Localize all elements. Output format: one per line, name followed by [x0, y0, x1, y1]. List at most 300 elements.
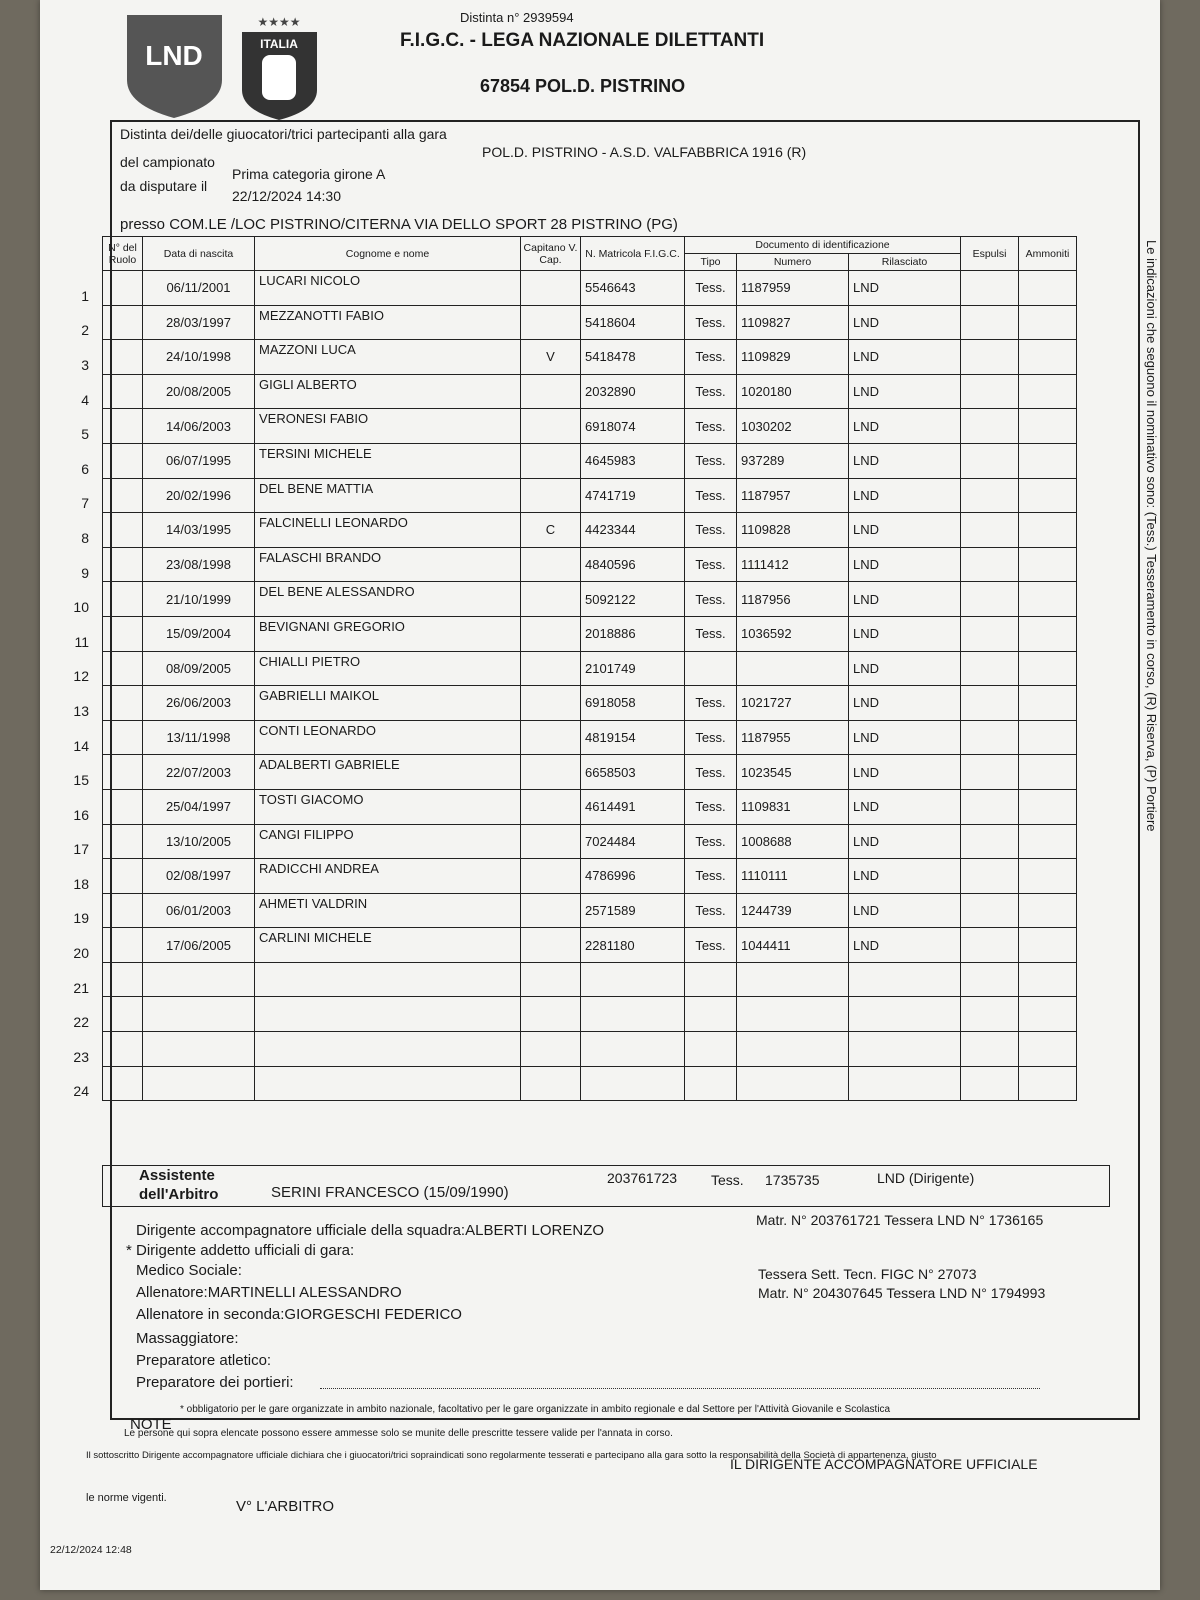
assistente-rilasciato: LND (Dirigente)	[877, 1170, 975, 1186]
ruolo-cell	[81, 340, 143, 375]
rilasciato-cell: LND	[849, 443, 961, 478]
dob-cell: 06/11/2001	[143, 271, 255, 306]
numero-cell: 1187956	[737, 582, 849, 617]
matricola-cell	[581, 997, 685, 1032]
name-cell	[255, 997, 521, 1032]
ruolo-cell	[73, 997, 143, 1032]
rilasciato-cell: LND	[849, 513, 961, 548]
table-row	[103, 651, 1077, 686]
numero-cell: 1109828	[737, 513, 849, 548]
numero-cell: 1030202	[737, 409, 849, 444]
ammoniti-cell	[1019, 409, 1077, 444]
table-row	[103, 755, 1077, 790]
espulsi-cell	[961, 789, 1019, 824]
tipo-cell: Tess.	[685, 409, 737, 444]
row-number: 3	[81, 356, 89, 373]
table-row	[103, 893, 1077, 928]
numero-cell: 1020180	[737, 374, 849, 409]
tipo-cell: Tess.	[685, 478, 737, 513]
col-capitano: Capitano V. Cap.	[521, 237, 581, 271]
captain-cell	[521, 893, 581, 928]
presso: presso COM.LE /LOC PISTRINO/CITERNA VIA DELLO SPORT 28 PISTRINO (PG)	[120, 216, 678, 233]
table-row	[103, 962, 1077, 997]
espulsi-cell	[961, 1066, 1019, 1101]
allenatore: Allenatore:MARTINELLI ALESSANDRO	[136, 1284, 402, 1301]
ammoniti-cell	[1019, 271, 1077, 306]
dob-cell: 23/08/1998	[143, 547, 255, 582]
table-row	[103, 686, 1077, 721]
name-cell: DEL BENE ALESSANDRO	[255, 582, 521, 617]
tipo-cell: Tess.	[685, 305, 737, 340]
espulsi-cell	[961, 478, 1019, 513]
table-row	[103, 409, 1077, 444]
dob-cell: 21/10/1999	[143, 582, 255, 617]
numero-cell	[737, 1032, 849, 1067]
name-cell: GIGLI ALBERTO	[255, 374, 521, 409]
ruolo-cell	[81, 478, 143, 513]
espulsi-cell	[961, 374, 1019, 409]
row-number: 22	[73, 1014, 89, 1031]
row-number: 6	[81, 460, 89, 477]
name-cell	[255, 962, 521, 997]
ammoniti-cell	[1019, 686, 1077, 721]
col-documento: Documento di identificazione	[685, 237, 961, 254]
dob-cell: 15/09/2004	[143, 616, 255, 651]
espulsi-cell	[961, 271, 1019, 306]
row-number: 21	[73, 979, 89, 996]
rilasciato-cell	[849, 997, 961, 1032]
captain-cell	[521, 1066, 581, 1101]
row-number: 20	[73, 945, 89, 962]
row-number: 15	[73, 772, 89, 789]
gara-label: Distinta dei/delle giuocatori/trici partecipanti alla gara	[120, 126, 447, 142]
row-number: 18	[73, 875, 89, 892]
data-label: da disputare il	[120, 178, 208, 194]
logos	[122, 10, 332, 120]
matricola-cell: 2281180	[581, 928, 685, 963]
assistente-row	[102, 1165, 1110, 1207]
rilasciato-cell: LND	[849, 686, 961, 721]
matricola-cell: 2571589	[581, 893, 685, 928]
name-cell	[255, 1032, 521, 1067]
tipo-cell: Tess.	[685, 616, 737, 651]
matricola-cell: 5546643	[581, 271, 685, 306]
players-table	[73, 236, 1077, 1101]
espulsi-cell	[961, 547, 1019, 582]
espulsi-cell	[961, 513, 1019, 548]
dob-cell: 17/06/2005	[143, 928, 255, 963]
tipo-cell	[685, 962, 737, 997]
col-nome: Cognome e nome	[255, 237, 521, 271]
table-row	[103, 928, 1077, 963]
numero-cell: 1187955	[737, 720, 849, 755]
name-cell: TOSTI GIACOMO	[255, 789, 521, 824]
numero-cell: 1023545	[737, 755, 849, 790]
captain-cell	[521, 651, 581, 686]
row-number: 4	[81, 391, 89, 408]
captain-cell	[521, 686, 581, 721]
name-cell: BEVIGNANI GREGORIO	[255, 616, 521, 651]
espulsi-cell	[961, 824, 1019, 859]
dob-cell: 20/08/2005	[143, 374, 255, 409]
ruolo-cell	[73, 1066, 143, 1101]
numero-cell: 1110111	[737, 859, 849, 894]
table-row	[103, 616, 1077, 651]
ruolo-cell	[81, 271, 143, 306]
dob-cell	[143, 997, 255, 1032]
tipo-cell: Tess.	[685, 271, 737, 306]
espulsi-cell	[961, 616, 1019, 651]
rilasciato-cell: LND	[849, 582, 961, 617]
tipo-cell: Tess.	[685, 443, 737, 478]
campionato-label: del campionato	[120, 154, 215, 170]
espulsi-cell	[961, 928, 1019, 963]
dob-cell: 13/11/1998	[143, 720, 255, 755]
row-number: 2	[81, 322, 89, 339]
dob-cell	[143, 1032, 255, 1067]
numero-cell: 1109829	[737, 340, 849, 375]
matricola-cell	[581, 962, 685, 997]
dirigente-signature-label: IL DIRIGENTE ACCOMPAGNATORE UFFICIALE	[730, 1456, 1038, 1472]
assistente-label-1: Assistente	[139, 1167, 215, 1184]
ammoniti-cell	[1019, 928, 1077, 963]
tipo-cell	[685, 651, 737, 686]
ammoniti-cell	[1019, 1066, 1077, 1101]
row-number: 5	[81, 426, 89, 443]
tipo-cell: Tess.	[685, 824, 737, 859]
numero-cell: 1187959	[737, 271, 849, 306]
ruolo-cell	[81, 374, 143, 409]
name-cell: CANGI FILIPPO	[255, 824, 521, 859]
numero-cell: 937289	[737, 443, 849, 478]
ruolo-cell	[73, 859, 143, 894]
name-cell: ADALBERTI GABRIELE	[255, 755, 521, 790]
side-note	[1143, 240, 1163, 900]
tipo-cell: Tess.	[685, 928, 737, 963]
ruolo-cell	[73, 582, 143, 617]
rilasciato-cell	[849, 962, 961, 997]
ruolo-cell	[81, 443, 143, 478]
tipo-cell: Tess.	[685, 513, 737, 548]
ammoniti-cell	[1019, 582, 1077, 617]
numero-cell	[737, 1066, 849, 1101]
ammoniti-cell	[1019, 1032, 1077, 1067]
campionato-value: Prima categoria girone A	[232, 166, 386, 182]
ammoniti-cell	[1019, 478, 1077, 513]
matricola-cell	[581, 1032, 685, 1067]
table-row	[103, 305, 1077, 340]
dirigente-accompagnatore: Dirigente accompagnatore ufficiale della squadra:ALBERTI LORENZO	[136, 1222, 605, 1239]
dirigente-addetto: * Dirigente addetto ufficiali di gara:	[126, 1242, 355, 1259]
name-cell: MEZZANOTTI FABIO	[255, 305, 521, 340]
rilasciato-cell	[849, 1032, 961, 1067]
col-ruolo: N° del Ruolo	[103, 237, 143, 271]
col-tipo: Tipo	[685, 254, 737, 271]
espulsi-cell	[961, 720, 1019, 755]
dob-cell: 28/03/1997	[143, 305, 255, 340]
rilasciato-cell: LND	[849, 651, 961, 686]
dob-cell	[143, 962, 255, 997]
ruolo-cell	[81, 513, 143, 548]
col-matricola: N. Matricola F.I.G.C.	[581, 237, 685, 271]
dob-cell: 13/10/2005	[143, 824, 255, 859]
ruolo-cell	[81, 547, 143, 582]
table-row	[103, 997, 1077, 1032]
name-cell: MAZZONI LUCA	[255, 340, 521, 375]
row-number: 11	[74, 633, 89, 650]
captain-cell	[521, 271, 581, 306]
espulsi-cell	[961, 859, 1019, 894]
table-row	[103, 443, 1077, 478]
espulsi-cell	[961, 686, 1019, 721]
svg-text:★★★★: ★★★★	[257, 15, 301, 29]
table-row	[103, 513, 1077, 548]
rilasciato-cell: LND	[849, 409, 961, 444]
ammoniti-cell	[1019, 789, 1077, 824]
matricola-cell: 4741719	[581, 478, 685, 513]
table-row	[103, 1066, 1077, 1101]
rilasciato-cell: LND	[849, 374, 961, 409]
ammoniti-cell	[1019, 547, 1077, 582]
name-cell: CARLINI MICHELE	[255, 928, 521, 963]
ruolo-cell	[73, 824, 143, 859]
rilasciato-cell: LND	[849, 271, 961, 306]
gara-value: POL.D. PISTRINO - A.S.D. VALFABBRICA 1916 (R)	[482, 144, 807, 160]
matricola-cell: 4423344	[581, 513, 685, 548]
captain-cell	[521, 789, 581, 824]
matricola-cell: 2018886	[581, 616, 685, 651]
row-number: 12	[73, 668, 89, 685]
captain-cell	[521, 755, 581, 790]
assistente-matricola: 203761723	[607, 1170, 678, 1186]
rilasciato-cell: LND	[849, 478, 961, 513]
name-cell: LUCARI NICOLO	[255, 271, 521, 306]
dob-cell: 06/01/2003	[143, 893, 255, 928]
dob-cell: 22/07/2003	[143, 755, 255, 790]
name-cell: FALASCHI BRANDO	[255, 547, 521, 582]
numero-cell: 1109827	[737, 305, 849, 340]
espulsi-cell	[961, 443, 1019, 478]
table-row	[103, 859, 1077, 894]
name-cell: FALCINELLI LEONARDO	[255, 513, 521, 548]
document-sheet	[40, 0, 1160, 1590]
footer-norme: le norme vigenti.	[86, 1492, 167, 1504]
dob-cell	[143, 1066, 255, 1101]
matricola-cell: 7024484	[581, 824, 685, 859]
table-row	[103, 789, 1077, 824]
matricola-cell: 5092122	[581, 582, 685, 617]
matricola-cell: 4614491	[581, 789, 685, 824]
row-number: 14	[73, 737, 89, 754]
numero-cell	[737, 962, 849, 997]
arbitro-signature-label: V° L'ARBITRO	[236, 1498, 335, 1515]
matricola-cell	[581, 1066, 685, 1101]
matricola-cell: 4819154	[581, 720, 685, 755]
ammoniti-cell	[1019, 824, 1077, 859]
print-timestamp: 22/12/2024 12:48	[50, 1544, 132, 1556]
dob-cell: 14/06/2003	[143, 409, 255, 444]
captain-cell	[521, 305, 581, 340]
note-line-1: * obbligatorio per le gare organizzate in ambito nazionale, facoltativo per le gare organizzate in ambito regionale e dal Settore per l'Attività Giovanile e Scolastica	[180, 1404, 891, 1415]
row-number: 10	[73, 599, 89, 616]
captain-cell	[521, 478, 581, 513]
table-row	[103, 720, 1077, 755]
dob-cell: 02/08/1997	[143, 859, 255, 894]
tipo-cell: Tess.	[685, 547, 737, 582]
ammoniti-cell	[1019, 374, 1077, 409]
matricola-cell: 5418604	[581, 305, 685, 340]
row-number: 13	[73, 702, 89, 719]
numero-cell: 1111412	[737, 547, 849, 582]
massaggiatore: Massaggiatore:	[136, 1330, 239, 1347]
ammoniti-cell	[1019, 720, 1077, 755]
numero-cell: 1021727	[737, 686, 849, 721]
numero-cell: 1008688	[737, 824, 849, 859]
espulsi-cell	[961, 962, 1019, 997]
tipo-cell: Tess.	[685, 582, 737, 617]
ammoniti-cell	[1019, 513, 1077, 548]
captain-cell	[521, 962, 581, 997]
assistente-label-2: dell'Arbitro	[139, 1186, 219, 1203]
tipo-cell	[685, 1032, 737, 1067]
ammoniti-cell	[1019, 305, 1077, 340]
captain-cell	[521, 859, 581, 894]
ammoniti-cell	[1019, 893, 1077, 928]
tipo-cell	[685, 1066, 737, 1101]
dob-cell: 08/09/2005	[143, 651, 255, 686]
medico-sociale: Medico Sociale:	[136, 1262, 242, 1279]
col-espulsi: Espulsi	[961, 237, 1019, 271]
tipo-cell: Tess.	[685, 859, 737, 894]
numero-cell: 1036592	[737, 616, 849, 651]
tipo-cell: Tess.	[685, 686, 737, 721]
preparatore-atletico: Preparatore atletico:	[136, 1352, 272, 1369]
rilasciato-cell: LND	[849, 616, 961, 651]
numero-cell: 1044411	[737, 928, 849, 963]
dob-cell: 24/10/1998	[143, 340, 255, 375]
ruolo-cell	[73, 755, 143, 790]
ruolo-cell	[73, 686, 143, 721]
row-number: 24	[73, 1083, 89, 1100]
allenatore-seconda: Allenatore in seconda:GIORGESCHI FEDERICO	[136, 1306, 462, 1323]
captain-cell	[521, 824, 581, 859]
col-ammoniti: Ammoniti	[1019, 237, 1077, 271]
matricola-cell: 6918058	[581, 686, 685, 721]
dob-cell: 14/03/1995	[143, 513, 255, 548]
matricola-cell: 4840596	[581, 547, 685, 582]
lnd-logo-text: LND	[145, 40, 203, 71]
row-number: 7	[81, 495, 89, 512]
espulsi-cell	[961, 997, 1019, 1032]
dob-cell: 26/06/2003	[143, 686, 255, 721]
tipo-cell: Tess.	[685, 340, 737, 375]
tipo-cell: Tess.	[685, 893, 737, 928]
tipo-cell: Tess.	[685, 755, 737, 790]
assistente-name: SERINI FRANCESCO (15/09/1990)	[271, 1184, 509, 1201]
preparatore-portieri: Preparatore dei portieri:	[136, 1374, 294, 1391]
ruolo-cell	[74, 616, 143, 651]
captain-cell	[521, 374, 581, 409]
ammoniti-cell	[1019, 616, 1077, 651]
rilasciato-cell: LND	[849, 340, 961, 375]
table-row	[103, 547, 1077, 582]
ammoniti-cell	[1019, 997, 1077, 1032]
ruolo-cell	[73, 720, 143, 755]
captain-cell	[521, 582, 581, 617]
numero-cell	[737, 651, 849, 686]
row-number: 16	[73, 806, 89, 823]
espulsi-cell	[961, 340, 1019, 375]
espulsi-cell	[961, 893, 1019, 928]
row-number: 19	[73, 910, 89, 927]
tipo-cell: Tess.	[685, 374, 737, 409]
rilasciato-cell: LND	[849, 720, 961, 755]
footer-declaration: Il sottoscritto Dirigente accompagnatore ufficiale dichiara che i giuocatori/trici sopraindicati sono regolarmente tesserati e partecipano alla gara sotto la responsabilità della Società di appartenenza, giusto	[86, 1450, 937, 1461]
rilasciato-cell: LND	[849, 789, 961, 824]
col-numero: Numero	[737, 254, 849, 271]
assistente-numero: 1735735	[765, 1172, 820, 1188]
allenatore-matricola: Matr. N° 204307645 Tessera LND N° 1794993	[758, 1285, 1046, 1301]
federation-title: F.I.G.C. - LEGA NAZIONALE DILETTANTI	[400, 30, 765, 51]
captain-cell: C	[521, 513, 581, 548]
captain-cell	[521, 720, 581, 755]
row-number: 17	[73, 841, 89, 858]
espulsi-cell	[961, 755, 1019, 790]
table-row	[103, 478, 1077, 513]
ammoniti-cell	[1019, 755, 1077, 790]
rilasciato-cell: LND	[849, 547, 961, 582]
matricola-cell: 5418478	[581, 340, 685, 375]
table-row	[103, 824, 1077, 859]
table-row	[103, 1032, 1077, 1067]
data-value: 22/12/2024 14:30	[232, 188, 341, 204]
numero-cell: 1244739	[737, 893, 849, 928]
club-title: 67854 POL.D. PISTRINO	[480, 76, 686, 96]
ammoniti-cell	[1019, 443, 1077, 478]
rilasciato-cell: LND	[849, 824, 961, 859]
ruolo-cell	[73, 893, 143, 928]
espulsi-cell	[961, 582, 1019, 617]
row-number: 1	[81, 287, 89, 304]
rilasciato-cell: LND	[849, 755, 961, 790]
ruolo-cell	[73, 1032, 143, 1067]
matricola-cell: 6658503	[581, 755, 685, 790]
rilasciato-cell: LND	[849, 928, 961, 963]
numero-cell: 1187957	[737, 478, 849, 513]
allenatore-tessera: Tessera Sett. Tecn. FIGC N° 27073	[758, 1266, 977, 1282]
dob-cell: 20/02/1996	[143, 478, 255, 513]
ruolo-cell	[73, 651, 143, 686]
name-cell: VERONESI FABIO	[255, 409, 521, 444]
ruolo-cell	[73, 789, 143, 824]
table-row	[103, 271, 1077, 306]
numero-cell: 1109831	[737, 789, 849, 824]
espulsi-cell	[961, 1032, 1019, 1067]
row-number: 9	[81, 564, 89, 581]
ruolo-cell	[73, 928, 143, 963]
espulsi-cell	[961, 409, 1019, 444]
name-cell	[255, 1066, 521, 1101]
rilasciato-cell: LND	[849, 859, 961, 894]
tipo-cell: Tess.	[685, 789, 737, 824]
captain-cell	[521, 616, 581, 651]
ammoniti-cell	[1019, 340, 1077, 375]
dob-cell: 25/04/1997	[143, 789, 255, 824]
table-row	[103, 340, 1077, 375]
tipo-cell	[685, 997, 737, 1032]
matricola-cell: 6918074	[581, 409, 685, 444]
captain-cell	[521, 997, 581, 1032]
